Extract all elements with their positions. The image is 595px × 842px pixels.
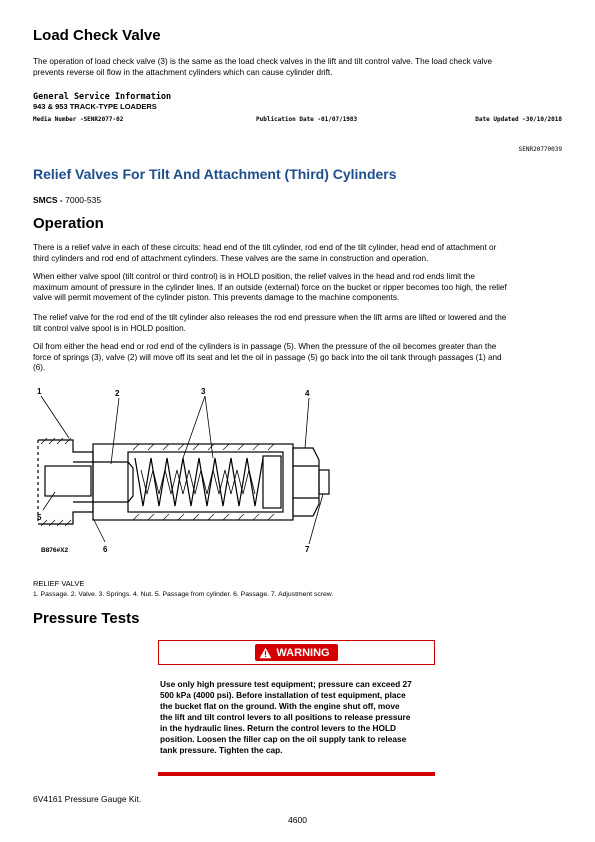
figure-label-6: 6 [103,545,108,554]
operation-paragraph-3: The relief valve for the rod end of the tilt cylinder also releases the rod end pressure when the lift arms are lifted or lowered and the tilt control valve spool is in HOLD position. [33,313,507,333]
warning-pill [255,644,337,661]
figure-caption: 1. Passage. 2. Valve. 3. Springs. 4. Nut. 5. Passage from cylinder. 6. Passage. 7. Adjustment screw. [33,591,334,598]
figure-label-1: 1 [37,387,42,396]
figure-label-3: 3 [201,387,206,396]
smcs-label: SMCS - [33,195,63,205]
relief-valve-drawing [33,382,333,572]
warning-bottom-rule [158,772,435,776]
warning-text: Use only high pressure test equipment; pressure can exceed 27 500 kPa (4000 psi). Before installation of test equipment, place the bucket flat on the ground. With the engine shut off, move the lift and tilt control levers to all positions to release pressure in the hydraulic lines. Return the control levers to the HOLD position. Loosen the filler cap on the oil supply tank to release tank pressure. Tighten the cap. [160,679,412,755]
pressure-tests-title: Pressure Tests [33,610,140,627]
operation-paragraph-4: Oil from either the head end or rod end of the cylinders is in passage (5). When the pressure of the oil becomes greater than the force of springs (3), valve (2) will move off its seat and let the oil in passage (5) go back into the oil tank through passages (1) and (6). [33,342,502,373]
load-check-text: The operation of load check valve (3) is the same as the load check valves in the lift and tilt control valve. The load check valve prevents reverse oil flow in the attachment cylinders which can cause cylinder drift. [33,57,493,77]
relief-title: Relief Valves For Tilt And Attachment (Third) Cylinders [33,166,397,182]
figure-caption-title: RELIEF VALVE [33,579,85,588]
figure-label-4: 4 [305,389,310,398]
warning-triangle-icon [259,647,272,659]
warning-label: WARNING [276,646,330,659]
operation-paragraph-1: There is a relief valve in each of these circuits: head end of the tilt cylinder, rod end of the tilt cylinder, head end of attachment or third cylinders and rod end of attachment cylinders. These valves are the same in construction and operation. [33,243,497,263]
smcs-line [33,195,101,205]
load-check-title: Load Check Valve [33,27,161,44]
figure-label-5: 5 [37,513,42,522]
operation-title: Operation [33,215,104,232]
page-number: 4600 [288,815,307,825]
figure-label-2: 2 [115,389,120,398]
document-id: SENR20770039 [518,146,562,153]
warning-banner [158,640,435,665]
figure-code: B876#X2 [41,547,69,554]
figure-label-7: 7 [305,545,310,554]
media-number: Media Number -SENR2077-02 [33,116,124,123]
general-info-subheading: 943 & 953 TRACK-TYPE LOADERS [33,102,157,111]
smcs-value: 7000-535 [65,195,102,205]
operation-paragraph-2: When either valve spool (tilt control or third control) is in HOLD position, the relief valves in the head and rod ends limit the maximum amount of pressure in the cylinder lines. If an outside (external) force on the bucket or ripper becomes too high, the relief valve will permit movement of the cylinder piston. This prevents damage to the machine components. [33,272,507,303]
pressure-gauge-kit: 6V4161 Pressure Gauge Kit. [33,794,142,804]
general-info-heading: General Service Information [33,92,172,102]
date-updated: Date Updated -30/10/2018 [475,116,562,123]
publication-date: Publication Date -01/07/1983 [256,116,358,123]
